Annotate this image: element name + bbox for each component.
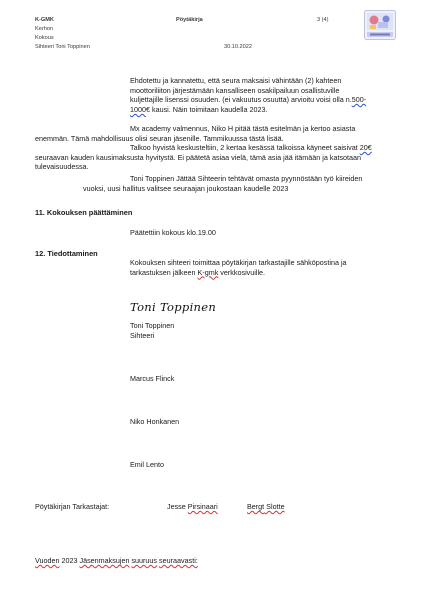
k-gmk-logo-icon [364,10,396,40]
signer-name: Niko Honkanen [130,417,180,426]
header-line3: Kokous [35,35,54,41]
text-line: Kokouksen sihteeri toimittaa pöytäkirjan tarkastajille sähköpostina ja [130,258,347,267]
text-fragment: Talkoo hyvistä keskusteltiin, 2 kertaa kesässä talkoissa käyneet saisivat [130,143,360,153]
text-line [130,95,366,105]
text-fragment: Bergt [247,502,265,511]
membership-fees-heading [35,556,198,566]
text-fragment: 1000 [130,104,146,114]
header-line2: Kerhon [35,26,54,32]
text-line [130,105,366,115]
text-line [130,268,347,278]
section-12-heading: 12. Tiedottaminen [35,249,98,258]
header-date: 30.10.2022 [224,44,252,50]
paragraph-talkoo [130,143,372,153]
text-fragment: € kausi. Näin toimitaan kaudella 2023. [146,104,268,114]
text-fragment: verkkosivuille. [218,267,266,277]
text-line: enemmän. Tämä mahdollisuus olisi seuran jäsenille. Tammikuussa tästä lisää. [35,133,284,143]
text-line [130,143,372,153]
text-line: Toni Toppinen Jättää Sihteerin tehtävät omasta pyynnöstään työ kiireiden [130,174,363,183]
text-fragment: Pirsinaari [187,502,218,511]
secretary-role: Sihteeri [130,331,155,340]
handwritten-signature: Toni Toppinen [130,300,217,314]
paragraph-academy-cont [35,134,284,144]
text-line: moottoriliiton järjestämään kansalliseen osakilpailuun osallistuville [130,85,340,95]
section-12-text [130,258,347,277]
text-fragment: seuraavasti: [159,556,198,565]
reviewers-label: Pöytäkirjan Tarkastajat: [35,502,110,511]
section-11-heading: 11. Kokouksen päättäminen [35,208,133,217]
header-secretary: Sihteeri Toni Toppinen [35,44,90,50]
paragraph-academy [130,124,355,134]
text-fragment: suuruus [131,556,158,565]
secretary-name: Toni Toppinen [130,321,175,330]
text-line: tulevaisuudessa. [35,162,89,172]
paragraph-license [130,76,366,114]
text-line: Ehdotettu ja kannatettu, että seura maksaisi vähintään (2) kahteen [130,76,342,85]
header-page-number: 3 (4) [317,17,329,23]
text-line: seuraavan kauden kausimaksusta hyvitystä. Ei päätetä asiaa vielä, tämä asia jää itämään ja katsotaan [35,152,362,162]
signer-name: Emil Lento [130,460,164,469]
text-fragment: tarkastuksen jälkeen [130,267,198,277]
header-doc-title: Pöytäkirja [176,17,203,23]
paragraph-secretary-resign-cont [83,184,288,194]
reviewer-name [247,502,285,512]
text-fragment: Vuoden [35,556,60,565]
section-11-text: Päätettiin kokous klo.19.00 [130,228,216,237]
text-line: vuoksi, uusi hallitus valitsee seuraajan joukostaan kaudelle 2023 [83,183,289,193]
header-org: K-GMK [35,17,54,23]
text-fragment: 20€ [359,143,372,153]
paragraph-secretary-resign [130,174,362,184]
text-fragment: 500- [351,95,367,105]
reviewer-name [167,502,218,512]
text-fragment: Jäsenmaksujen [79,556,130,565]
signer-name: Marcus Flinck [130,374,175,383]
text-fragment: K-gmk [197,267,219,277]
text-fragment: Jesse [167,502,188,511]
text-fragment: Slotte [264,502,285,511]
text-fragment: 2023 [59,556,80,565]
paragraph-talkoo-cont [35,153,361,172]
text-line: Mx academy valmennus, Niko H pitää tästä esitelmän ja kertoo asiasta [130,124,356,133]
text-fragment: kuljettajille lisenssi osuuden. (ei vakuutus osuutta) arvioitu voisi olla n. [130,95,352,105]
